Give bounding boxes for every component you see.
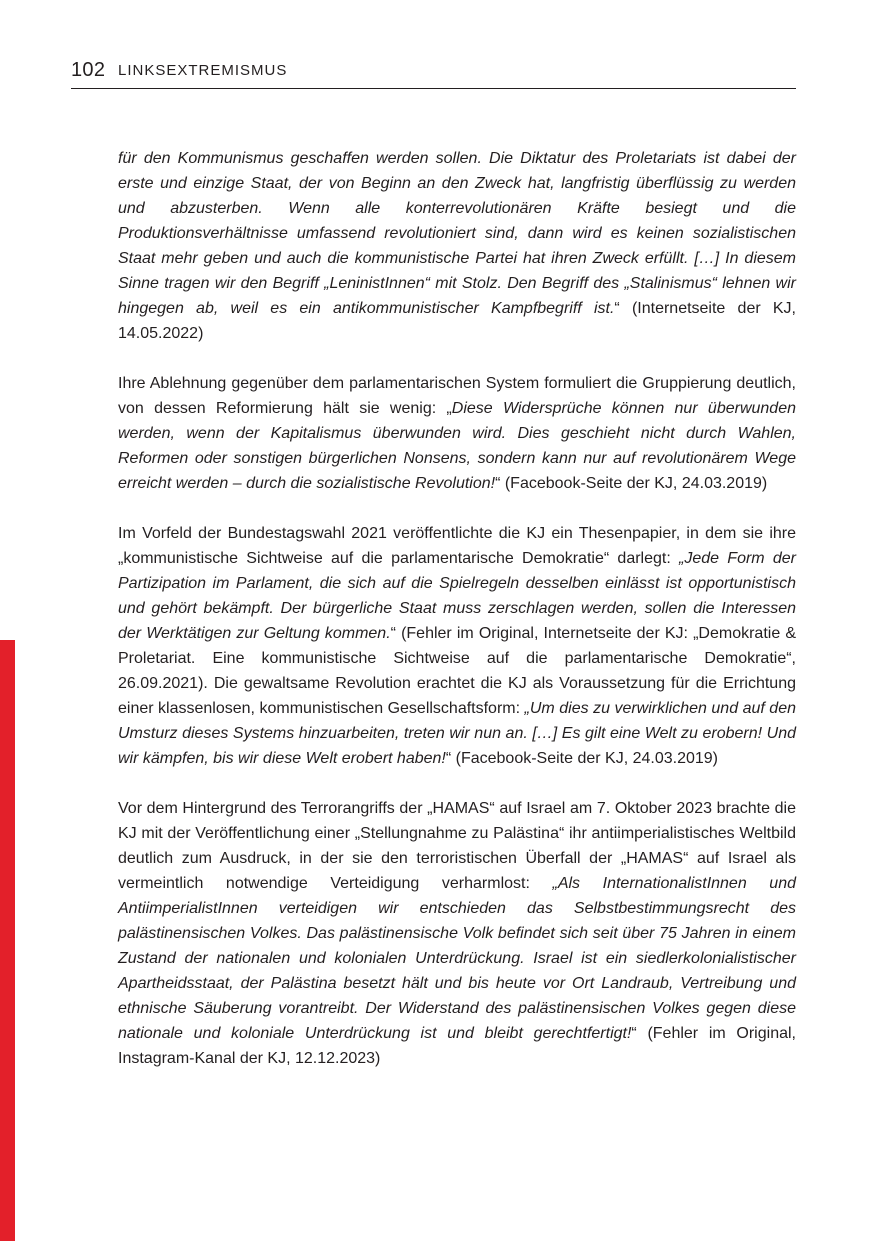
paragraph-4 [118,796,796,1071]
citation: “ (Fehler im Original, Instagram-Kanal der KJ, 12.12.2023) [118,1025,796,1067]
body-sentence: Vor dem Hintergrund des Terrorangriffs der „HAMAS“ auf Israel am 7. Oktober 2023 brachte die KJ mit der Veröffentlichung einer „Stellungnahme zu Palästina“ ihr antiimperialistisches Weltbild deutlich zum Ausdruck, in der sie den terroristischen Überfall der „HAMAS“ auf Israel als vermeintlich notwendige Verteidigung verharmlost: [118,800,796,892]
citation: “ (Fehler im Original, Internetseite der KJ: „Demokratie & Proletariat. Eine kommunistische Sichtweise auf die parlamentarische Demokratie“, 26.09.2021). Die gewaltsame Revolution erachtet die KJ als Voraussetzung für die Errichtung einer klassenlosen, kommunistischen Gesellschaftsform: [118,625,796,717]
quote: „Um dies zu verwirklichen und auf den Umsturz dieses Systems hinzuarbeiten, treten wir nun an. […] Es gilt eine Welt zu erobern! Und wir kämpfen, bis wir diese Welt erobert haben! [118,700,797,767]
paragraph-1 [118,146,796,346]
quote: Diese Widersprüche können nur überwunden werden, wenn der Kapitalismus überwunden wird. Dies geschieht nicht durch Wahlen, Reformen oder sonstigen bürgerlichen Nonsens, sondern kann nur auf revolutionärem Wege erreicht werden – durch die sozialistische Revolution! [118,400,796,492]
running-title: LINKSEXTREMISMUS [118,62,288,79]
citation: “ (Facebook-Seite der KJ, 24.03.2019) [495,475,768,492]
quote: „Als InternationalistInnen und AntiimperialistInnen verteidigen wir entschieden das Selbstbestimmungsrecht des palästinensischen Volkes. Das palästinensische Volk befindet sich seit über 75 Jahren in einem Zustand der nationalen und kolonialen Unterdrückung. Israel ist ein siedlerkolonialistischer Apartheidsstaat, der Palästina besetzt hält und bis heute vor Ort Landraub, Vertreibung und ethnische Säuberung vorantreibt. Der Widerstand des palästinensischen Volkes gegen diese nationale und koloniale Unterdrückung ist und bleibt gerechtfertigt! [118,875,797,1042]
accent-bar [0,640,15,1241]
page-header [71,58,796,89]
citation: “ (Internetseite der KJ, 14.05.2022) [118,300,797,342]
quote: „Jede Form der Partizipation im Parlament, die sich auf die Spielregeln desselben einlässt ist opportunistisch und gehört bekämpft. Der bürgerliche Staat muss zerschlagen werden, sollen die Interessen der Werktätigen zur Geltung kommen. [118,550,796,642]
body-sentence: Im Vorfeld der Bundestagswahl 2021 veröffentlichte die KJ ein Thesenpapier, in dem sie ihre „kommunistische Sichtweise auf die parlamentarische Demokratie“ darlegt: [118,525,796,567]
body-text [118,146,796,1096]
paragraph-3 [118,521,796,771]
page-number: 102 [71,59,106,81]
paragraph-2 [118,371,796,496]
quote: für den Kommunismus geschaffen werden sollen. Die Diktatur des Proletariats ist dabei der erste und einzige Staat, der von Beginn an den Zweck hat, langfristig überflüssig zu werden und abzusterben. Wenn alle konterrevolutionären Kräfte besiegt und die Produktionsverhältnisse umfassend revolutioniert sind, dann wird es keinen sozialistischen Staat mehr geben und auch die kommunistische Partei hat ihren Zweck erfüllt. […] In diesem Sinne tragen wir den Begriff „LeninistInnen“ mit Stolz. Den Begriff des „Stalinismus“ lehnen wir hingegen ab, weil es ein antikommunistischer Kampfbegriff ist. [118,150,796,317]
body-sentence: Ihre Ablehnung gegenüber dem parlamentarischen System formuliert die Gruppierung deutlich, von dessen Reformierung hält sie wenig: „ [118,375,796,417]
citation: “ (Facebook-Seite der KJ, 24.03.2019) [445,750,719,767]
